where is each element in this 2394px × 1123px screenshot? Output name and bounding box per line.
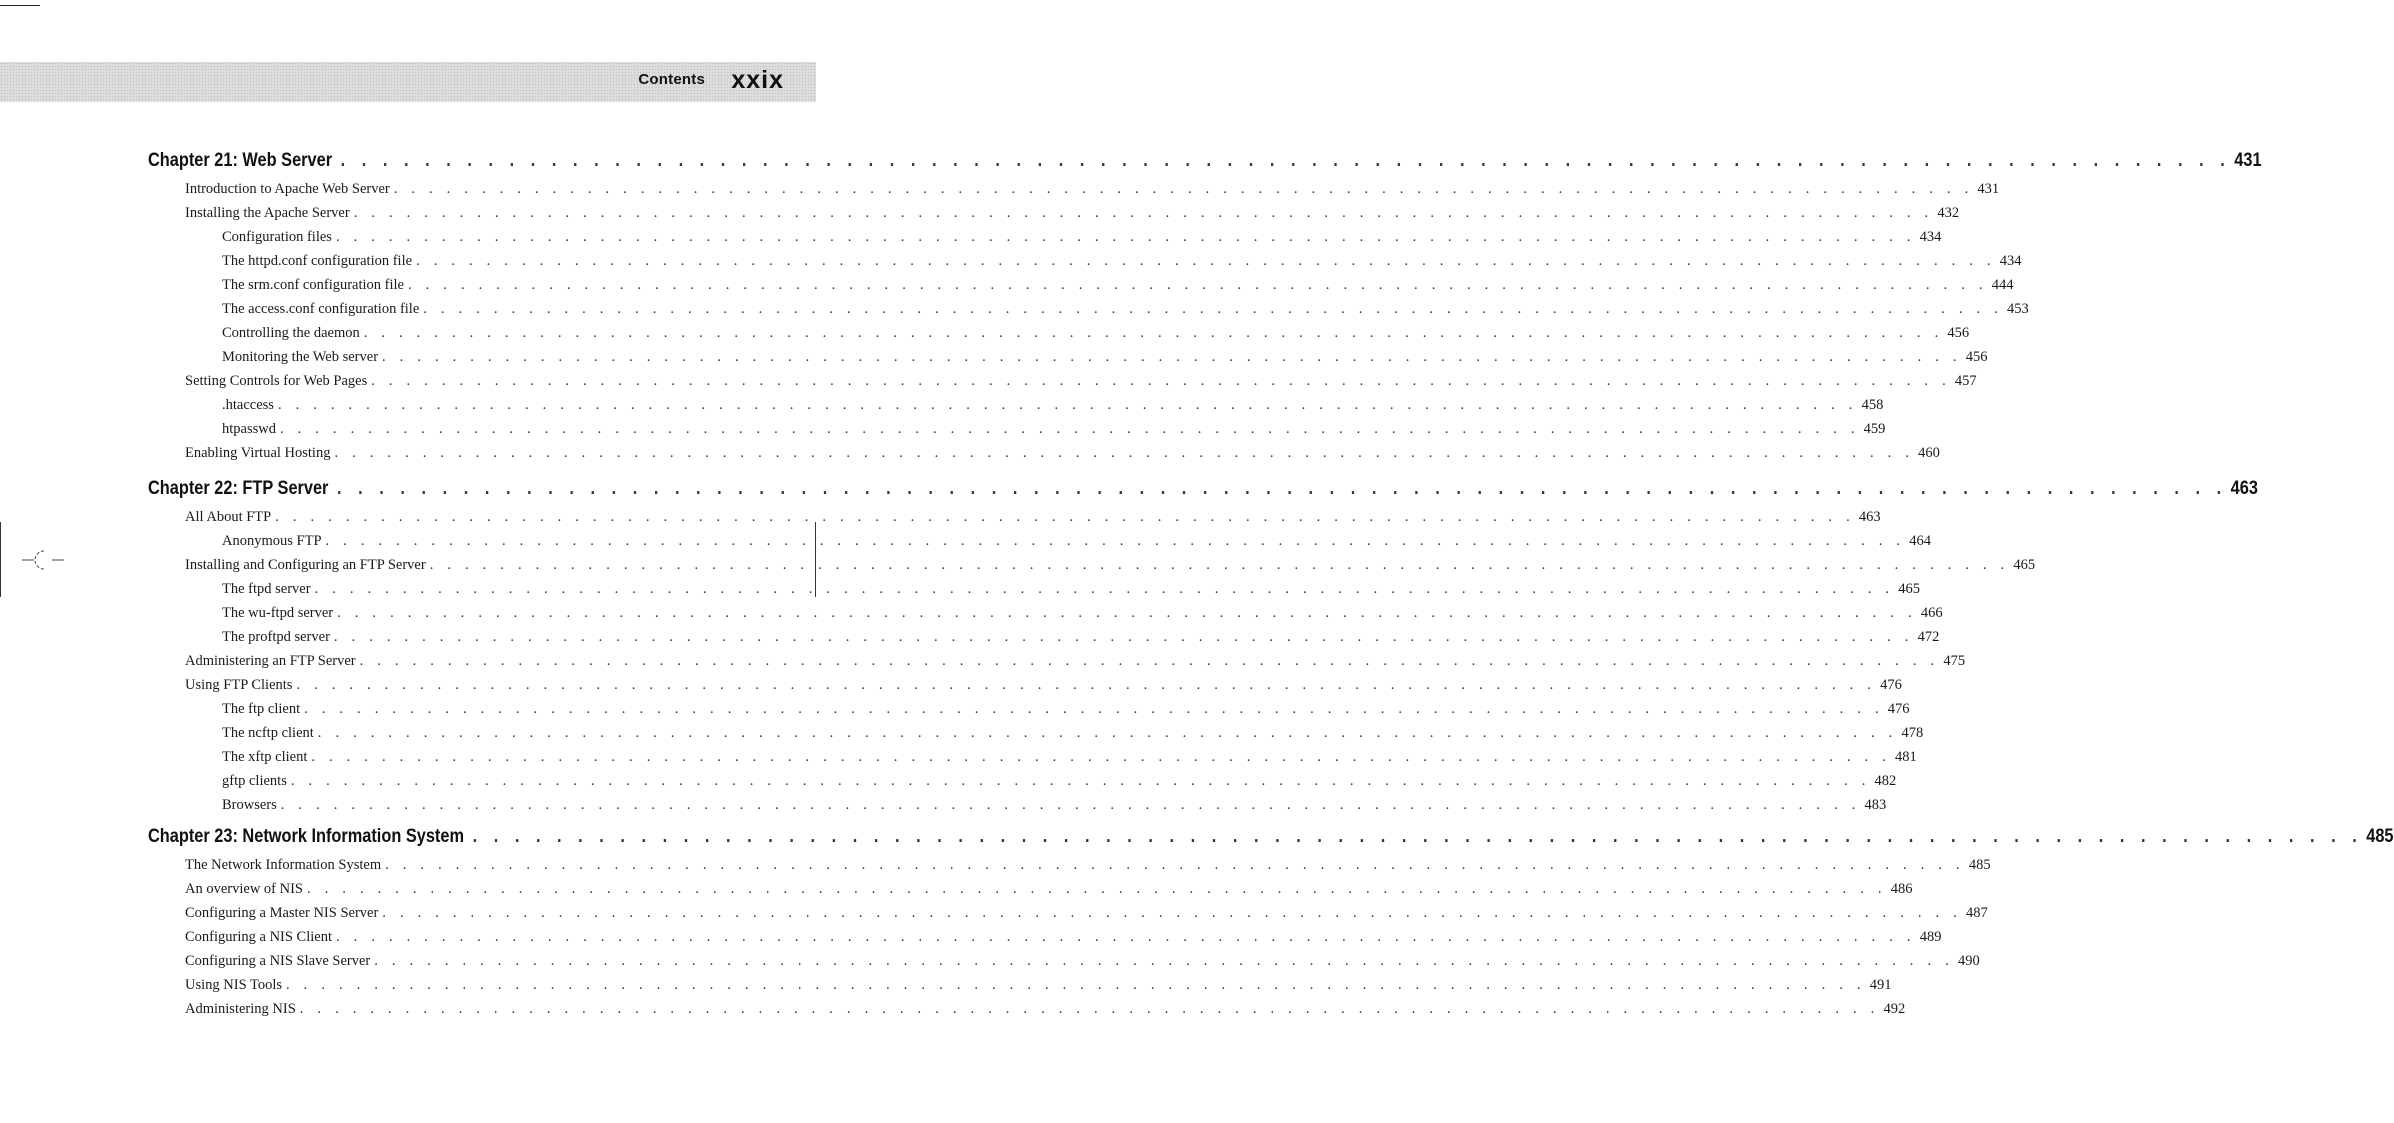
toc-entry[interactable] [185, 373, 1977, 390]
toc-entry[interactable] [222, 749, 1917, 766]
toc-entry[interactable] [222, 725, 1924, 742]
dot-leader: . . . . . . . . . . . . . . . . . . . . . . . . . . . . . . . . . . . . . . . . . . . . . . . . . . . . . . . . . . . . . . . . . . . . . . . . . . . . . . . . . . . . . . . . . . [314, 581, 1895, 597]
entry-title: Administering NIS [185, 1001, 296, 1017]
running-head: Contents [638, 71, 705, 88]
entry-title: htpasswd [222, 421, 276, 437]
dot-leader: . . . . . . . . . . . . . . . . . . . . . . . . . . . . . . . . . . . . . . . . . . . . . . . . . . . . . . . . . . . . . . . . . . . . . . . . . . . . . . . . . . . . . . . . . . [337, 478, 2228, 499]
chapter-page: 431 [2234, 150, 2262, 171]
entry-title: .htaccess [222, 397, 274, 413]
entry-title: Monitoring the Web server [222, 349, 379, 365]
toc-entry[interactable] [185, 977, 1892, 994]
dot-leader: . . . . . . . . . . . . . . . . . . . . . . . . . . . . . . . . . . . . . . . . . . . . . . . . . . . . . . . . . . . . . . . . . . . . . . . . . . . . . . . . . . . . . . . . . . [277, 397, 1858, 413]
dot-leader: . . . . . . . . . . . . . . . . . . . . . . . . . . . . . . . . . . . . . . . . . . . . . . . . . . . . . . . . . . . . . . . . . . . . . . . . . . . . . . . . . . . . . . . . . . [304, 701, 1884, 717]
dot-leader: . . . . . . . . . . . . . . . . . . . . . . . . . . . . . . . . . . . . . . . . . . . . . . . . . . . . . . . . . . . . . . . . . . . . . . . . . . . . . . . . . . . . . . . . . . [333, 629, 1914, 645]
page-number: xxix [731, 66, 784, 94]
entry-title: Administering an FTP Server [185, 653, 356, 669]
chapter-heading-21[interactable] [148, 150, 2262, 172]
toc-entry[interactable] [222, 397, 1884, 414]
toc-entry[interactable] [185, 905, 1988, 922]
entry-title: gftp clients [222, 773, 287, 789]
entry-page: 475 [1943, 653, 1966, 669]
entry-title: Configuring a Master NIS Server [185, 905, 379, 921]
dot-leader: . . . . . . . . . . . . . . . . . . . . . . . . . . . . . . . . . . . . . . . . . . . . . . . . . . . . . . . . . . . . . . . . . . . . . . . . . . . . . . . . . . . . . . . . . . [280, 797, 1861, 813]
dot-leader: . . . . . . . . . . . . . . . . . . . . . . . . . . . . . . . . . . . . . . . . . . . . . . . . . . . . . . . . . . . . . . . . . . . . . . . . . . . . . . . . . . . . . . . . . . [371, 373, 1951, 389]
entry-page: 432 [1937, 205, 1960, 221]
entry-title: Introduction to Apache Web Server [185, 181, 390, 197]
entry-page: 483 [1864, 797, 1887, 813]
entry-page: 459 [1863, 421, 1886, 437]
chapter-title: Chapter 23: Network Information System [148, 826, 464, 847]
entry-page: 486 [1890, 881, 1913, 897]
entry-title: The access.conf configuration file [222, 301, 420, 317]
toc-entry[interactable] [185, 857, 1991, 874]
toc-entry[interactable] [185, 445, 1940, 462]
top-rule [0, 5, 40, 6]
dot-leader: . . . . . . . . . . . . . . . . . . . . . . . . . . . . . . . . . . . . . . . . . . . . . . . . . . . . . . . . . . . . . . . . . . . . . . . . . . . . . . . . . . . . . . . . . . [317, 725, 1898, 741]
entry-page: 457 [1954, 373, 1977, 389]
toc-entry[interactable] [222, 277, 2014, 294]
chapter-page: 463 [2230, 478, 2258, 499]
entry-page: 489 [1919, 929, 1942, 945]
chapter-page: 485 [2366, 826, 2394, 847]
toc-entry[interactable] [222, 349, 1988, 366]
entry-page: 434 [1999, 253, 2022, 269]
chapter-title: Chapter 21: Web Server [148, 150, 333, 171]
dot-leader: . . . . . . . . . . . . . . . . . . . . . . . . . . . . . . . . . . . . . . . . . . . . . . . . . . . . . . . . . . . . . . . . . . . . . . . . . . . . . . . . . . . . . . . . . . [353, 205, 1934, 221]
dot-leader: . . . . . . . . . . . . . . . . . . . . . . . . . . . . . . . . . . . . . . . . . . . . . . . . . . . . . . . . . . . . . . . . . . . . . . . . . . . . . . . . . . . . . . . . . . [290, 773, 1871, 789]
entry-page: 485 [1968, 857, 1991, 873]
toc-entry[interactable] [222, 229, 1942, 246]
entry-title: Installing and Configuring an FTP Server [185, 557, 426, 573]
dot-leader: . . . . . . . . . . . . . . . . . . . . . . . . . . . . . . . . . . . . . . . . . . . . . . . . . . . . . . . . . . . . . . . . . . . . . . . . . . . . . . . . . . . . . . . . . . [423, 301, 2003, 317]
entry-title: Anonymous FTP [222, 533, 322, 549]
entry-page: 431 [1977, 181, 2000, 197]
chapter-heading-22[interactable] [148, 478, 2258, 500]
dot-leader: . . . . . . . . . . . . . . . . . . . . . . . . . . . . . . . . . . . . . . . . . . . . . . . . . . . . . . . . . . . . . . . . . . . . . . . . . . . . . . . . . . . . . . . . . . [296, 677, 1877, 693]
entry-page: 476 [1880, 677, 1902, 693]
entry-title: All About FTP [185, 509, 272, 525]
entry-page: 460 [1918, 445, 1940, 461]
toc-entry[interactable] [185, 181, 2000, 198]
dot-leader: . . . . . . . . . . . . . . . . . . . . . . . . . . . . . . . . . . . . . . . . . . . . . . . . . . . . . . . . . . . . . . . . . . . . . . . . . . . . . . . . . . . . . . . . . . [416, 253, 1996, 269]
entry-title: The httpd.conf configuration file [222, 253, 413, 269]
entry-title: The xftp client [222, 749, 308, 765]
entry-page: 487 [1965, 905, 1988, 921]
entry-title: The Network Information System [185, 857, 382, 873]
binding-mark-left [0, 522, 1, 597]
dot-leader: . . . . . . . . . . . . . . . . . . . . . . . . . . . . . . . . . . . . . . . . . . . . . . . . . . . . . . . . . . . . . . . . . . . . . . . . . . . . . . . . . . . . . . . . . . [337, 605, 1917, 621]
toc-entry[interactable] [185, 953, 1980, 970]
dot-leader: . . . . . . . . . . . . . . . . . . . . . . . . . . . . . . . . . . . . . . . . . . . . . . . . . . . . . . . . . . . . . . . . . . . . . . . . . . . . . . . . . . . . . . . . . . [340, 150, 2231, 171]
dot-leader: . . . . . . . . . . . . . . . . . . . . . . . . . . . . . . . . . . . . . . . . . . . . . . . . . . . . . . . . . . . . . . . . . . . . . . . . . . . . . . . . . . . . . . . . . . [472, 826, 2363, 847]
dot-leader: . . . . . . . . . . . . . . . . . . . . . . . . . . . . . . . . . . . . . . . . . . . . . . . . . . . . . . . . . . . . . . . . . . . . . . . . . . . . . . . . . . . . . . . . . . [393, 181, 1974, 197]
dot-leader: . . . . . . . . . . . . . . . . . . . . . . . . . . . . . . . . . . . . . . . . . . . . . . . . . . . . . . . . . . . . . . . . . . . . . . . . . . . . . . . . . . . . . . . . . . [279, 421, 1860, 437]
entry-title: An overview of NIS [185, 881, 303, 897]
toc-entry[interactable] [185, 881, 1913, 898]
entry-title: Using FTP Clients [185, 677, 293, 693]
entry-title: Setting Controls for Web Pages [185, 373, 368, 389]
dot-leader: . . . . . . . . . . . . . . . . . . . . . . . . . . . . . . . . . . . . . . . . . . . . . . . . . . . . . . . . . . . . . . . . . . . . . . . . . . . . . . . . . . . . . . . . . . [336, 929, 1916, 945]
toc-entry[interactable] [222, 605, 1943, 622]
dot-leader: . . . . . . . . . . . . . . . . . . . . . . . . . . . . . . . . . . . . . . . . . . . . . . . . . . . . . . . . . . . . . . . . . . . . . . . . . . . . . . . . . . . . . . . . . . [385, 857, 1965, 873]
entry-title: The ftpd server [222, 581, 311, 597]
entry-page: 458 [1861, 397, 1884, 413]
toc-entry[interactable] [185, 557, 2036, 574]
dot-leader: . . . . . . . . . . . . . . . . . . . . . . . . . . . . . . . . . . . . . . . . . . . . . . . . . . . . . . . . . . . . . . . . . . . . . . . . . . . . . . . . . . . . . . . . . . [382, 905, 1962, 921]
dot-leader: . . . . . . . . . . . . . . . . . . . . . . . . . . . . . . . . . . . . . . . . . . . . . . . . . . . . . . . . . . . . . . . . . . . . . . . . . . . . . . . . . . . . . . . . . . [299, 1001, 1880, 1017]
dot-leader: . . . . . . . . . . . . . . . . . . . . . . . . . . . . . . . . . . . . . . . . . . . . . . . . . . . . . . . . . . . . . . . . . . . . . . . . . . . . . . . . . . . . . . . . . . [335, 229, 1916, 245]
entry-page: 490 [1957, 953, 1980, 969]
registration-mark-icon [22, 548, 66, 572]
entry-page: 456 [1947, 325, 1970, 341]
toc-entry[interactable] [222, 773, 1897, 790]
entry-title: The ftp client [222, 701, 301, 717]
toc-entry[interactable] [185, 509, 1881, 526]
entry-page: 465 [2013, 557, 2036, 573]
toc-entry[interactable] [222, 253, 2022, 270]
entry-title: Installing the Apache Server [185, 205, 350, 221]
dot-leader: . . . . . . . . . . . . . . . . . . . . . . . . . . . . . . . . . . . . . . . . . . . . . . . . . . . . . . . . . . . . . . . . . . . . . . . . . . . . . . . . . . . . . . . . . . [374, 953, 1954, 969]
entry-page: 444 [1991, 277, 2014, 293]
entry-page: 482 [1874, 773, 1897, 789]
dot-leader: . . . . . . . . . . . . . . . . . . . . . . . . . . . . . . . . . . . . . . . . . . . . . . . . . . . . . . . . . . . . . . . . . . . . . . . . . . . . . . . . . . . . . . . . . . [286, 977, 1866, 993]
dot-leader: . . . . . . . . . . . . . . . . . . . . . . . . . . . . . . . . . . . . . . . . . . . . . . . . . . . . . . . . . . . . . . . . . . . . . . . . . . . . . . . . . . . . . . . . . . [363, 325, 1944, 341]
entry-page: 466 [1920, 605, 1943, 621]
entry-page: 456 [1965, 349, 1988, 365]
entry-page: 453 [2006, 301, 2029, 317]
entry-page: 434 [1919, 229, 1942, 245]
toc-entry[interactable] [222, 421, 1886, 438]
entry-page: 491 [1869, 977, 1892, 993]
dot-leader: . . . . . . . . . . . . . . . . . . . . . . . . . . . . . . . . . . . . . . . . . . . . . . . . . . . . . . . . . . . . . . . . . . . . . . . . . . . . . . . . . . . . . . . . . . [325, 533, 1906, 549]
entry-title: Configuring a NIS Client [185, 929, 333, 945]
entry-title: The ncftp client [222, 725, 314, 741]
toc-entry[interactable] [185, 677, 1902, 694]
dot-leader: . . . . . . . . . . . . . . . . . . . . . . . . . . . . . . . . . . . . . . . . . . . . . . . . . . . . . . . . . . . . . . . . . . . . . . . . . . . . . . . . . . . . . . . . . . [275, 509, 1855, 525]
entry-page: 464 [1909, 533, 1931, 549]
entry-title: The wu-ftpd server [222, 605, 334, 621]
entry-page: 492 [1883, 1001, 1906, 1017]
chapter-title: Chapter 22: FTP Server [148, 478, 329, 499]
entry-page: 463 [1858, 509, 1881, 525]
entry-page: 481 [1895, 749, 1917, 765]
dot-leader: . . . . . . . . . . . . . . . . . . . . . . . . . . . . . . . . . . . . . . . . . . . . . . . . . . . . . . . . . . . . . . . . . . . . . . . . . . . . . . . . . . . . . . . . . . [334, 445, 1915, 461]
toc-entry[interactable] [222, 301, 2029, 318]
entry-title: Browsers [222, 797, 277, 813]
dot-leader: . . . . . . . . . . . . . . . . . . . . . . . . . . . . . . . . . . . . . . . . . . . . . . . . . . . . . . . . . . . . . . . . . . . . . . . . . . . . . . . . . . . . . . . . . . [429, 557, 2010, 573]
toc-entry[interactable] [222, 581, 1921, 598]
entry-page: 472 [1917, 629, 1940, 645]
dot-leader: . . . . . . . . . . . . . . . . . . . . . . . . . . . . . . . . . . . . . . . . . . . . . . . . . . . . . . . . . . . . . . . . . . . . . . . . . . . . . . . . . . . . . . . . . . [359, 653, 1940, 669]
dot-leader: . . . . . . . . . . . . . . . . . . . . . . . . . . . . . . . . . . . . . . . . . . . . . . . . . . . . . . . . . . . . . . . . . . . . . . . . . . . . . . . . . . . . . . . . . . [382, 349, 1962, 365]
toc-entry[interactable] [222, 533, 1931, 550]
entry-title: The srm.conf configuration file [222, 277, 404, 293]
toc-entry[interactable] [185, 205, 1960, 222]
toc-entry[interactable] [222, 797, 1887, 814]
dot-leader: . . . . . . . . . . . . . . . . . . . . . . . . . . . . . . . . . . . . . . . . . . . . . . . . . . . . . . . . . . . . . . . . . . . . . . . . . . . . . . . . . . . . . . . . . . [311, 749, 1892, 765]
entry-page: 465 [1898, 581, 1921, 597]
entry-title: Configuration files [222, 229, 332, 245]
entry-title: Configuring a NIS Slave Server [185, 953, 371, 969]
entry-title: Enabling Virtual Hosting [185, 445, 331, 461]
toc-entry[interactable] [185, 1001, 1906, 1018]
toc-entry[interactable] [185, 653, 1966, 670]
entry-page: 476 [1887, 701, 1910, 717]
toc-entry[interactable] [222, 325, 1970, 342]
entry-page: 478 [1901, 725, 1924, 741]
toc-entry[interactable] [222, 629, 1940, 646]
entry-title: Controlling the daemon [222, 325, 360, 341]
dot-leader: . . . . . . . . . . . . . . . . . . . . . . . . . . . . . . . . . . . . . . . . . . . . . . . . . . . . . . . . . . . . . . . . . . . . . . . . . . . . . . . . . . . . . . . . . . [307, 881, 1887, 897]
entry-title: The proftpd server [222, 629, 330, 645]
chapter-heading-23[interactable] [148, 826, 2394, 848]
entry-title: Using NIS Tools [185, 977, 283, 993]
toc-entry[interactable] [222, 701, 1910, 718]
dot-leader: . . . . . . . . . . . . . . . . . . . . . . . . . . . . . . . . . . . . . . . . . . . . . . . . . . . . . . . . . . . . . . . . . . . . . . . . . . . . . . . . . . . . . . . . . . [408, 277, 1988, 293]
toc-entry[interactable] [185, 929, 1942, 946]
